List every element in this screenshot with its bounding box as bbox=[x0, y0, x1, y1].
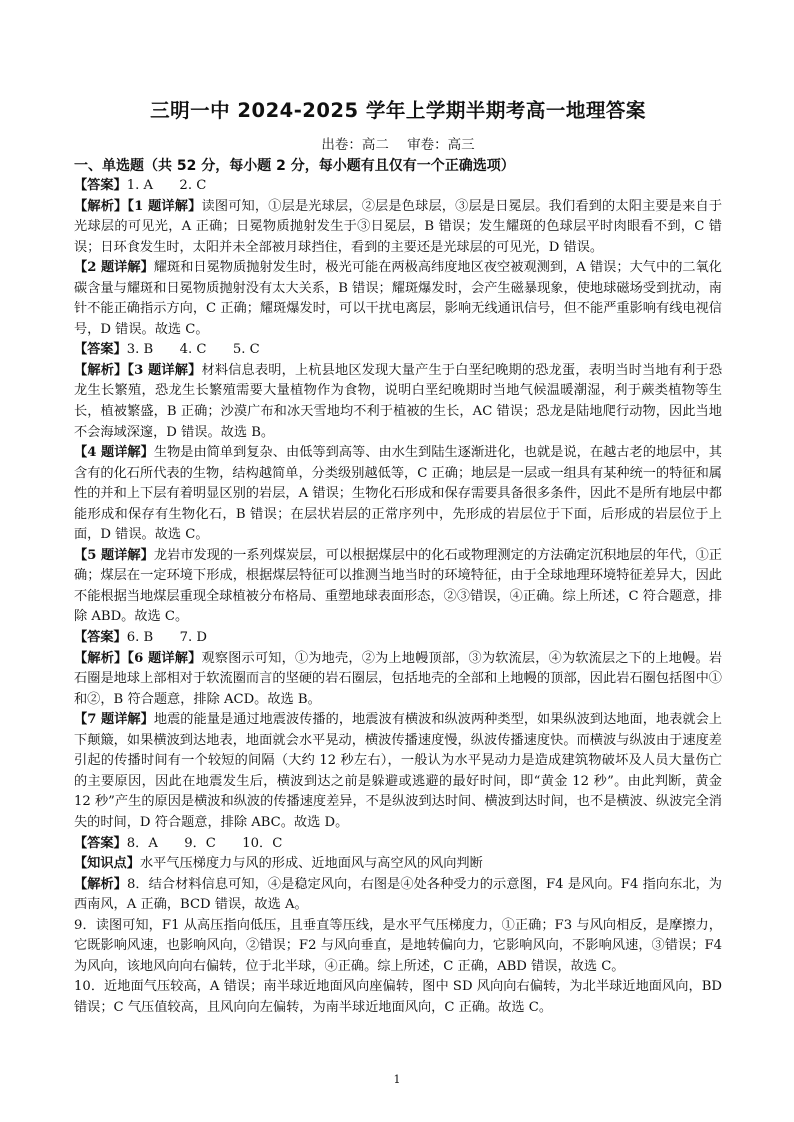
paragraph-text: 观察图示可知，①为地壳，②为上地幔顶部，③为软流层，④为软流层之下的上地幔。岩石圈是地球上部相对于软流圈而言的坚硬的岩石圈层，包括地壳的全部和上地幔的顶部，因此岩石圈包括图中①和②，B 符合题意，排除 ACD。故选 B。 bbox=[74, 650, 723, 707]
answer-body bbox=[74, 176, 722, 1018]
answer-paragraph bbox=[74, 854, 722, 875]
answer-paragraph bbox=[74, 176, 722, 197]
answer-paragraph bbox=[74, 340, 722, 361]
paragraph-tag: 【答案】 bbox=[74, 178, 127, 193]
paragraph-text: 读图可知，①层是光球层，②层是色球层，③层是日冕层。我们看到的太阳主要是来自于光球层的可见光，A 正确；日冕物质抛射发生于③日冕层，B 错误；发生耀斑的色球层平时肉眼看不到，C 错误；日环食发生时，太阳并未全部被月球挡住，看到的主要还是光球层的可见光，D 错误。 bbox=[74, 198, 723, 255]
section-heading: 一、单选题（共 52 分，每小题 2 分，每小题有且仅有一个正确选项） bbox=[74, 158, 515, 174]
paragraph-tag: 【7 题详解】 bbox=[74, 712, 154, 728]
paragraph-text: 龙岩市发现的一系列煤炭层，可以根据煤层中的化石或物理测定的方法确定沉积地层的年代，①正确；煤层在一定环境下形成，根据煤层特征可以推测当地当时的环境特征，由于全球地理环境特征差异大，因此不能根据当地煤层重现全球植被分布格局、重塑地球表面形态，②③错误，④正确。综上所述，C 符合题意，排除 ABD。故选 C。 bbox=[74, 547, 722, 625]
paragraph-tag: 【解析】【1 题详解】 bbox=[74, 198, 202, 214]
paragraph-tag: 【答案】 bbox=[74, 835, 127, 851]
answer-paragraph bbox=[74, 977, 722, 1018]
paragraph-text: 耀斑和日冕物质抛射发生时，极光可能在两极高纬度地区夜空被观测到，A 错误；大气中的二氧化碳含量与耀斑和日冕物质抛射没有太大关系，B 错误；耀斑爆发时，会产生磁暴现象，使地球磁场受到扰动，南针不能正确指示方向，C 正确；耀斑爆发时，可以干扰电离层，影响无线通讯信号，但不能严重影响有线电视信号，D 错误。故选 C。 bbox=[74, 260, 722, 337]
answer-paragraph bbox=[74, 710, 722, 833]
paragraph-text: 6. B 7. D bbox=[126, 630, 207, 646]
paragraph-tag: 【5 题详解】 bbox=[74, 547, 154, 563]
paragraph-tag: 【解析】 bbox=[74, 876, 127, 892]
paragraph-tag: 【4 题详解】 bbox=[74, 445, 154, 461]
paragraph-tag: 【解析】【6 题详解】 bbox=[74, 650, 202, 666]
paragraph-text: 水平气压梯度力与风的形成、近地面风与高空风的风向判断 bbox=[139, 856, 483, 872]
paragraph-tag: 【答案】 bbox=[74, 630, 127, 646]
paragraph-text: 3. B 4. C 5. C bbox=[126, 342, 260, 358]
paragraph-text: 地震的能量是通过地震波传播的，地震波有横波和纵波两种类型，如果纵波到达地面，地表就会上下颠簸，如果横波到达地表，地面就会水平晃动，横波传播速度慢，纵波传播速度快。而横波与纵波由于速度差引起的传播时间有一个较短的间隔（大约 12 秒左右），一般认为水平晃动力是造成建筑物破坏及人员大量伤亡的主要原因，因此在地震发生后，横波到达之前是躲避或逃避的最好时间，即“黄金 12 秒”。由此判断，黄金 12 秒”产生的原因是横波和纵波的传播速度差异，不是纵波到达时间、横波到达时间，也不是横波、纵波完全消失的时间，D 符合题意，排除 ABC。故选 D。 bbox=[74, 712, 722, 830]
paragraph-text: 8．A 9．C 10．C bbox=[126, 835, 283, 851]
paragraph-text: 8．结合材料信息可知，④是稳定风向，右图是④处各种受力的示意图，F4 是风向。F4 指向东北，为西南风，A 正确，BCD 错误，故选 A。 bbox=[74, 876, 722, 913]
answer-paragraph bbox=[74, 443, 722, 546]
answer-paragraph bbox=[74, 361, 722, 443]
paragraph-text: 10．近地面气压较高，A 错误；南半球近地面风向座偏转，图中 SD 风向向右偏转，为北半球近地面风向，BD 错误；C 气压值较高，且风向向左偏转，为南半球近地面风向，C 正确。故选 C。 bbox=[74, 979, 722, 1015]
paragraph-tag: 【解析】【3 题详解】 bbox=[74, 362, 202, 378]
answer-paragraph bbox=[74, 628, 722, 649]
paragraph-text: 9．读图可知，F1 从高压指向低压，且垂直等压线，是水平气压梯度力，①正确；F3 与风向相反，是摩擦力，它既影响风速，也影响风向，②错误；F2 与风向垂直，是地转偏向力，它影响风向，不影响风速，③错误；F4 为风向，该地风向向右偏转，位于北半球，④正确。综上所述，C 正确，ABD 错误，故选 C。 bbox=[74, 917, 722, 974]
paragraph-text: 1. A 2. C bbox=[126, 178, 207, 193]
answer-paragraph bbox=[74, 258, 722, 340]
answer-paragraph bbox=[74, 875, 722, 916]
document-title: 三明一中 2024-2025 学年上学期半期考高一地理答案 bbox=[150, 99, 646, 122]
answer-paragraph bbox=[74, 649, 722, 711]
answer-paragraph bbox=[74, 197, 722, 259]
paragraph-text: 材料信息表明，上杭县地区发现大量产生于白垩纪晚期的恐龙蛋，表明当时当地有利于恐龙生长繁殖，恐龙生长繁殖需要大量植物作为食物，说明白垩纪晚期时当地气候温暖潮湿，利于蕨类植物等生长，植被繁盛，B 正确；沙漠广布和冰天雪地均不利于植被的生长，AC 错误；恐龙是陆地爬行动物，因此当地不会海域深邃，D 错误。故选 B。 bbox=[74, 362, 723, 440]
document-meta: 出卷：高二 审卷：高三 bbox=[321, 137, 475, 153]
paragraph-text: 生物是由简单到复杂、由低等到高等、由水生到陆生逐渐进化，也就是说，在越古老的地层中，其含有的化石所代表的生物，结构越简单，分类级别越低等，C 正确；地层是一层或一组具有某种统一的特征和属性的并和上下层有着明显区别的岩层，A 错误；生物化石形成和保存需要具备很多条件，因此不是所有地层中都能形成和保存有生物化石，B 错误；在层状岩层的正常序列中，先形成的岩层位于下面，后形成的岩层位于上面，D 错误。故选 C。 bbox=[74, 445, 722, 543]
answer-paragraph bbox=[74, 546, 722, 628]
answer-paragraph bbox=[74, 916, 722, 978]
page-number: 1 bbox=[393, 1073, 401, 1086]
paragraph-tag: 【2 题详解】 bbox=[74, 260, 154, 276]
paragraph-tag: 【答案】 bbox=[74, 342, 127, 358]
paragraph-tag: 【知识点】 bbox=[74, 856, 140, 872]
answer-document bbox=[74, 96, 722, 1018]
answer-paragraph bbox=[74, 834, 722, 855]
